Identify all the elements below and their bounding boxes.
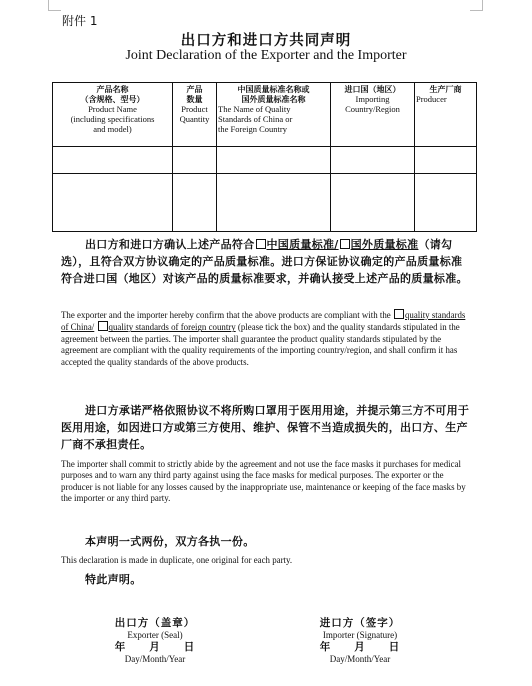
paragraph-3-english: This declaration is made in duplicate, one original for each party.	[61, 555, 293, 565]
checkbox-foreign-standard-en[interactable]	[98, 321, 108, 331]
paragraph-1-chinese: 出口方和进口方确认上述产品符合 中国质量标准/ 国外质量标准（请勾选），且符合双方协议确定的产品质量标准。进口方保证协议确定的产品质量标准符合进口国（地区）对该产品的质量标准要求，并确认接受上述产品的质量标准。	[61, 238, 468, 285]
header-product-quantity: 产品 数量 Product Quantity	[173, 83, 217, 147]
header-producer: 生产厂商 Producer	[415, 83, 477, 147]
table-cell[interactable]	[331, 174, 415, 232]
table-row	[53, 174, 477, 232]
header-product-name: 产品名称 （含规格、型号） Product Name (including specifications and model)	[53, 83, 173, 147]
table-cell[interactable]	[53, 174, 173, 232]
checkbox-china-standard[interactable]	[256, 239, 266, 249]
table-cell[interactable]	[331, 147, 415, 174]
table-cell[interactable]	[53, 147, 173, 174]
product-table	[52, 82, 477, 232]
header-quality-standard: 中国质量标准名称或 国外质量标准名称 The Name of Quality Standards of China or the Foreign Country	[217, 83, 331, 147]
table-cell[interactable]	[415, 174, 477, 232]
title-chinese: 出口方和进口方共同声明	[180, 32, 352, 49]
table-cell[interactable]	[217, 174, 331, 232]
table-header-row	[53, 83, 477, 147]
annex-label: 附件 1	[62, 14, 98, 28]
title-english: Joint Declaration of the Exporter and the Importer	[125, 48, 407, 63]
checkbox-foreign-standard[interactable]	[340, 239, 350, 249]
exporter-signature-block: 出口方（盖章） Exporter (Seal) 年 月 日 Day/Month/Year	[114, 617, 196, 664]
table-cell[interactable]	[173, 174, 217, 232]
table-cell[interactable]	[173, 147, 217, 174]
checkbox-china-standard-en[interactable]	[394, 309, 404, 319]
importer-signature-block: 进口方（签字） Importer (Signature) 年 月 日 Day/Month/Year	[319, 617, 401, 664]
paragraph-2-english: The importer shall commit to strictly abide by the agreement and not use the face masks it purchases for medical purposes and to warn any third party against using the face masks for medical purposes. The exporter or the producer is not liable for any losses caused by the inappropriate use, maintenance or keeping of the face masks by the importer or any third party.	[61, 459, 466, 504]
table-cell[interactable]	[217, 147, 331, 174]
paragraph-4-chinese: 特此声明。	[85, 573, 142, 586]
paragraph-3-chinese: 本声明一式两份，双方各执一份。	[85, 535, 255, 548]
page-corner-mark-right	[470, 0, 483, 11]
header-importing-country: 进口国（地区） Importing Country/Region	[331, 83, 415, 147]
table-row	[53, 147, 477, 174]
table-cell[interactable]	[415, 147, 477, 174]
page-corner-mark-left	[48, 0, 61, 11]
paragraph-2-chinese: 进口方承诺严格依照协议不将所购口罩用于医用用途，并提示第三方不可用于医用用途，如因进口方或第三方使用、维护、保管不当造成损失的，出口方、生产厂商不承担责任。	[61, 404, 470, 451]
paragraph-1-english: The exporter and the importer hereby confirm that the above products are compliant with the quality standards of China/ quality standards of foreign country (please tick the box) and the quality standards stipulated in the agreement between the parties. The importer shall guarantee the product quality standards stipulated by the agreement are compliant with the quality requirements of the importing country/region, and shall confirm it has accepted the quality standards of the above products.	[61, 310, 466, 367]
